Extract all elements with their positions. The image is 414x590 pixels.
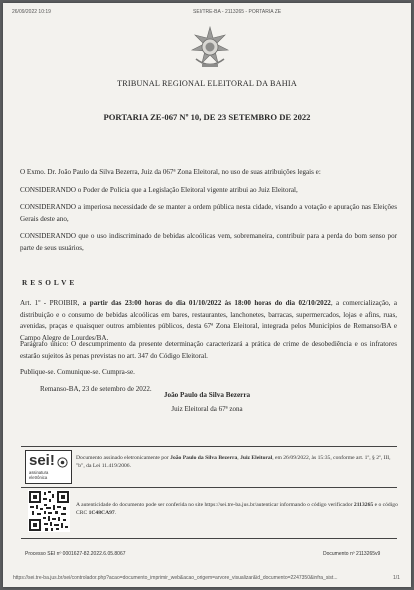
print-datetime: 26/09/2022 10:19 bbox=[12, 9, 51, 15]
portaria-title: PORTARIA ZE-067 Nº 10, DE 23 SETEMBRO DE 2022 bbox=[103, 112, 311, 122]
print-page-number: 1/1 bbox=[393, 575, 400, 581]
considerando-2: CONSIDERANDO a imperiosa necessidade de se manter a ordem pública nesta cidade, visando a votação e apuração nas Eleições Gerais deste ano, bbox=[20, 203, 397, 223]
document-number: Documento nº 2113265v9 bbox=[323, 551, 381, 557]
verification-text-c: . bbox=[114, 510, 117, 516]
process-number: Processo SEI nº 0001627-82.2022.6.05.8067 bbox=[25, 551, 126, 557]
paragrafo-unico: Parágrafo único: O descumprimento da presente determinação caracterizará a prática de crime de desobediência e os infratores estarão sujeitos às penas previstas no art. 347 do Código Eleitoral. bbox=[20, 340, 397, 360]
sei-logo-caption bbox=[29, 471, 48, 481]
coat-of-arms-icon bbox=[190, 26, 230, 70]
seal-icon bbox=[57, 457, 68, 468]
print-url: https://sei.tre-ba.jus.br/sei/controlador.php?acao=documento_imprimir_web&acao_origem=arvore_visualizar&id_documento=2247350&infra_sist... bbox=[13, 575, 338, 581]
article-1 bbox=[20, 298, 397, 344]
sei-caption-line-1: assinatura bbox=[29, 470, 49, 475]
verification-text bbox=[76, 501, 398, 517]
signer-name: João Paulo da Silva Bezerra bbox=[163, 391, 251, 399]
verification-code: 2113265 bbox=[353, 502, 374, 508]
considerando-1: CONSIDERANDO o Poder de Polícia que a Legislação Eleitoral vigente atribui ao Juiz Eleitoral, bbox=[20, 186, 298, 194]
verification-crc: 1C48CA97 bbox=[88, 510, 115, 516]
sei-logo-text: sei! bbox=[29, 452, 55, 469]
qr-code-icon bbox=[28, 490, 70, 532]
verification-text-a: A autenticidade do documento pode ser conferida no site https://sei.tre-ba.jus.br/autenticar informando o código verificador bbox=[76, 502, 354, 508]
place-date: Remanso-BA, 23 de setembro de 2022. bbox=[40, 385, 152, 393]
verification-text-b: e o código CRC bbox=[76, 502, 398, 516]
divider bbox=[21, 446, 397, 447]
article-1-period: a partir das 23:00 horas do dia 01/10/2022 às 18:00 horas do dia 02/10/2022 bbox=[82, 299, 331, 307]
esig-signer-role: Juiz Eleitoral bbox=[240, 455, 273, 461]
esig-signer: João Paulo da Silva Bezerra bbox=[170, 455, 238, 461]
print-doc-ref: SEI/TRE-BA - 2113265 - PORTARIA ZE bbox=[193, 9, 282, 15]
document-page bbox=[3, 3, 411, 587]
publique-line: Publique-se. Comunique-se. Cumpra-se. bbox=[20, 368, 135, 376]
electronic-signature-text bbox=[76, 454, 398, 470]
sei-logo bbox=[25, 450, 72, 484]
esig-text-b: , bbox=[237, 455, 241, 461]
sei-caption-line-2: eletrônica bbox=[29, 474, 48, 480]
esig-text-a: Documento assinado eletronicamente por bbox=[76, 455, 171, 461]
article-1-prefix: Art. 1º - PROIBIR, bbox=[20, 299, 80, 307]
article-1-body: , a comercialização, a distribuição e o consumo de bebidas alcoólicas em bares, restaurantes, lanchonetes, barracas, supermercados, lojas e afins, ruas, avenidas, praças e quaisquer outros ambientes públicos, desta 67ª Zona Eleitoral, integrada pelos Municípios de Remanso/BA e Campo Alegre de Lourdes/BA. bbox=[20, 299, 397, 342]
divider bbox=[21, 538, 397, 539]
considerando-3: CONSIDERANDO que o uso indiscriminado de bebidas alcoólicas vem, sobremaneira, contribuir para a perda do bom senso por parte de seus usuários, bbox=[20, 232, 397, 252]
esig-text-c: , em 26/09/2022, às 15:35, conforme art. 1º, § 2º, III, "b", da Lei 11.419/2006. bbox=[76, 455, 391, 469]
divider bbox=[21, 487, 397, 488]
court-name: TRIBUNAL REGIONAL ELEITORAL DA BAHIA bbox=[117, 79, 297, 88]
intro-paragraph: O Exmo. Dr. João Paulo da Silva Bezerra, Juiz da 067ª Zona Eleitoral, no uso de suas atribuições legais e: bbox=[20, 168, 321, 176]
resolve-heading: RESOLVE bbox=[22, 278, 78, 287]
signer-role: Juiz Eleitoral da 67ª zona bbox=[171, 405, 243, 413]
